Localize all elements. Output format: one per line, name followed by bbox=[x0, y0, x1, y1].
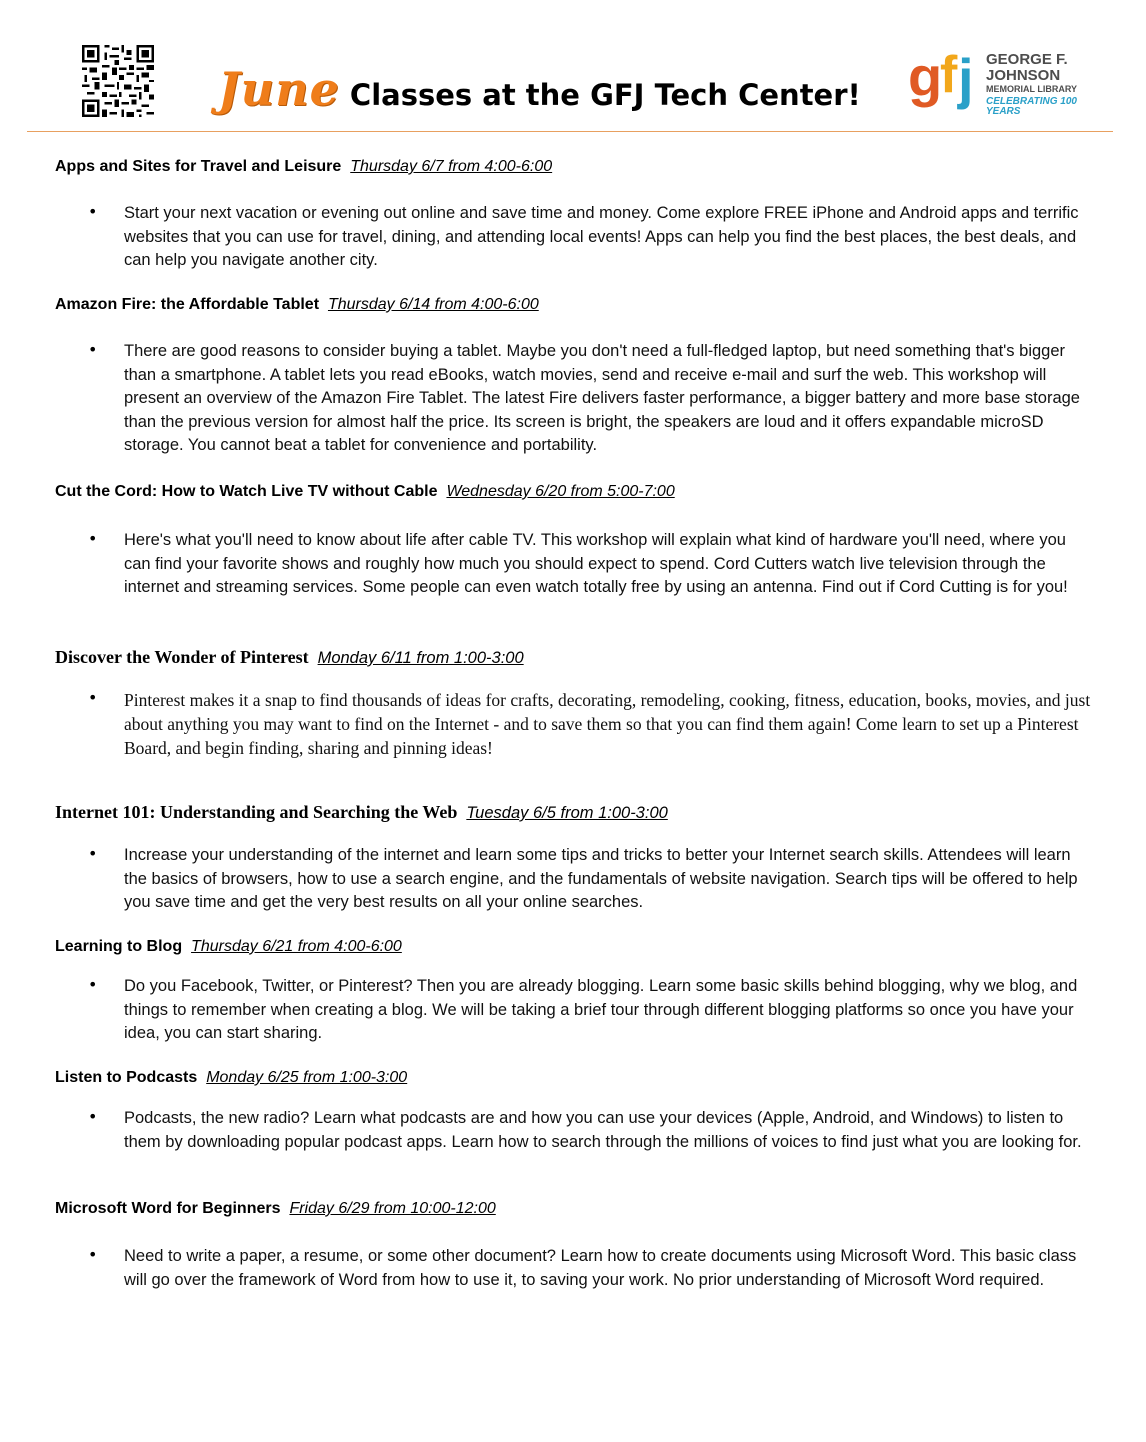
class-description bbox=[55, 844, 1095, 915]
class-description bbox=[55, 1245, 1095, 1292]
class-heading bbox=[55, 157, 1095, 176]
class-description bbox=[55, 975, 1095, 1046]
class-heading bbox=[55, 937, 1095, 956]
svg-text:f: f bbox=[940, 46, 958, 104]
class-date: Tuesday 6/5 from 1:00-3:00 bbox=[466, 804, 668, 822]
description-text: Here's what you'll need to know about life after cable TV. This workshop will explain what kind of hardware you'll need, where you can find your favorite shows and roughly how much you should expect to spend. Cord Cutters watch live television through the internet and streaming services. Some people can even watch totally free by using an antenna. Find out if Cord Cutting is for you! bbox=[124, 531, 1068, 596]
bullet-icon: • bbox=[88, 1107, 98, 1126]
class-date: Monday 6/25 from 1:00-3:00 bbox=[206, 1069, 408, 1086]
page-title bbox=[218, 62, 861, 116]
title-text: Classes at the GFJ Tech Center! bbox=[349, 78, 861, 112]
description-text: Do you Facebook, Twitter, or Pinterest? Then you are already blogging. Learn some basic skills behind blogging, why we blog, and things to remember when creating a blog. We will be taking a brief tour through different blogging platforms so once you have your idea, you can start sharing. bbox=[124, 977, 1078, 1042]
class-section bbox=[55, 157, 1095, 273]
description-text: Increase your understanding of the internet and learn some tips and tricks to better your Internet search skills. Attendees will learn the basics of browsers, how to use a search engine, and the fundamentals of website navigation. Search tips will be offered to help you save time and get the very best results on all your online searches. bbox=[124, 846, 1078, 911]
description-text: Pinterest makes it a snap to find thousands of ideas for crafts, decorating, remodeling, cooking, fitness, education, books, movies, and just about anything you may want to find on the Internet - and to save them so that you can find them again! Come learn to set up a Pinterest Board, and begin finding, sharing and pinning ideas! bbox=[124, 690, 1091, 758]
bullet-icon: • bbox=[88, 688, 98, 707]
class-section bbox=[55, 295, 1095, 458]
class-section bbox=[55, 1199, 1095, 1292]
bullet-icon: • bbox=[88, 975, 98, 994]
description-text: There are good reasons to consider buying a tablet. Maybe you don't need a full-fledged laptop, but need something that's bigger than a smartphone. A tablet lets you read eBooks, watch movies, send and receive e-mail and surf the web. This workshop will present an overview of the Amazon Fire Tablet. The latest Fire delivers faster performance, a bigger battery and more base storage than the previous version for almost half the price. Its screen is bright, the speakers are loud and it offers expandable microSD storage. You cannot beat a tablet for convenience and portability. bbox=[124, 342, 1080, 454]
description-text: Podcasts, the new radio? Learn what podcasts are and how you can use your devices (Apple, Android, and Windows) to listen to them by downloading popular podcast apps. Learn how to search through the millions of voices to find just what you are looking for. bbox=[124, 1109, 1082, 1151]
bullet-icon: • bbox=[88, 529, 98, 548]
class-description bbox=[55, 529, 1095, 600]
class-description bbox=[55, 202, 1095, 273]
class-description bbox=[55, 1107, 1095, 1154]
logo-line-1: GEORGE F. bbox=[986, 51, 1068, 68]
title-month: June bbox=[218, 62, 340, 116]
class-title: Apps and Sites for Travel and Leisure bbox=[55, 158, 342, 175]
class-heading bbox=[55, 482, 1095, 501]
class-title: Discover the Wonder of Pinterest bbox=[55, 647, 309, 667]
class-heading bbox=[55, 647, 1095, 668]
class-section bbox=[55, 937, 1095, 1046]
class-date: Thursday 6/21 from 4:00-6:00 bbox=[191, 938, 402, 955]
class-description bbox=[55, 688, 1095, 760]
logo-line-4: CELEBRATING 100 YEARS bbox=[986, 96, 1077, 117]
class-heading bbox=[55, 1068, 1095, 1087]
logo-line-2: JOHNSON bbox=[986, 67, 1061, 84]
class-section bbox=[55, 802, 1095, 915]
page-header bbox=[0, 0, 1146, 135]
svg-text:g: g bbox=[908, 45, 943, 108]
class-section bbox=[55, 482, 1095, 600]
class-title: Microsoft Word for Beginners bbox=[55, 1200, 281, 1217]
class-heading bbox=[55, 295, 1095, 314]
qr-code-icon bbox=[82, 45, 154, 117]
class-date: Thursday 6/7 from 4:00-6:00 bbox=[350, 158, 553, 175]
class-date: Friday 6/29 from 10:00-12:00 bbox=[289, 1200, 496, 1217]
bullet-icon: • bbox=[88, 340, 98, 359]
bullet-icon: • bbox=[88, 1245, 98, 1264]
class-date: Thursday 6/14 from 4:00-6:00 bbox=[327, 296, 539, 313]
class-date: Wednesday 6/20 from 5:00-7:00 bbox=[446, 483, 675, 500]
class-heading bbox=[55, 802, 1095, 823]
logo-wordmark bbox=[986, 52, 1106, 117]
class-section bbox=[55, 647, 1095, 760]
class-heading bbox=[55, 1199, 1095, 1218]
class-title: Cut the Cord: How to Watch Live TV without Cable bbox=[55, 483, 438, 500]
gfj-monogram-icon bbox=[906, 40, 986, 122]
description-text: Need to write a paper, a resume, or some other document? Learn how to create documents using Microsoft Word. This basic class will go over the framework of Word from how to use it, to saving your work. No prior understanding of Microsoft Word required. bbox=[124, 1247, 1077, 1289]
header-divider bbox=[27, 131, 1113, 132]
class-title: Learning to Blog bbox=[55, 938, 183, 955]
bullet-icon: • bbox=[88, 844, 98, 863]
class-date: Monday 6/11 from 1:00-3:00 bbox=[317, 649, 524, 667]
class-title: Listen to Podcasts bbox=[55, 1069, 198, 1086]
class-section bbox=[55, 1068, 1095, 1154]
logo-line-3: MEMORIAL LIBRARY bbox=[986, 84, 1077, 94]
class-title: Internet 101: Understanding and Searching the Web bbox=[55, 802, 458, 822]
bullet-icon: • bbox=[88, 202, 98, 221]
library-logo bbox=[906, 40, 1106, 122]
class-title: Amazon Fire: the Affordable Tablet bbox=[55, 296, 320, 313]
svg-text:j: j bbox=[958, 47, 974, 110]
description-text: Start your next vacation or evening out online and save time and money. Come explore FREE iPhone and Android apps and terrific websites that you can use for travel, dining, and attending local events! Apps can help you find the best places, the best deals, and can help you navigate another city. bbox=[124, 204, 1079, 269]
class-description bbox=[55, 340, 1095, 458]
